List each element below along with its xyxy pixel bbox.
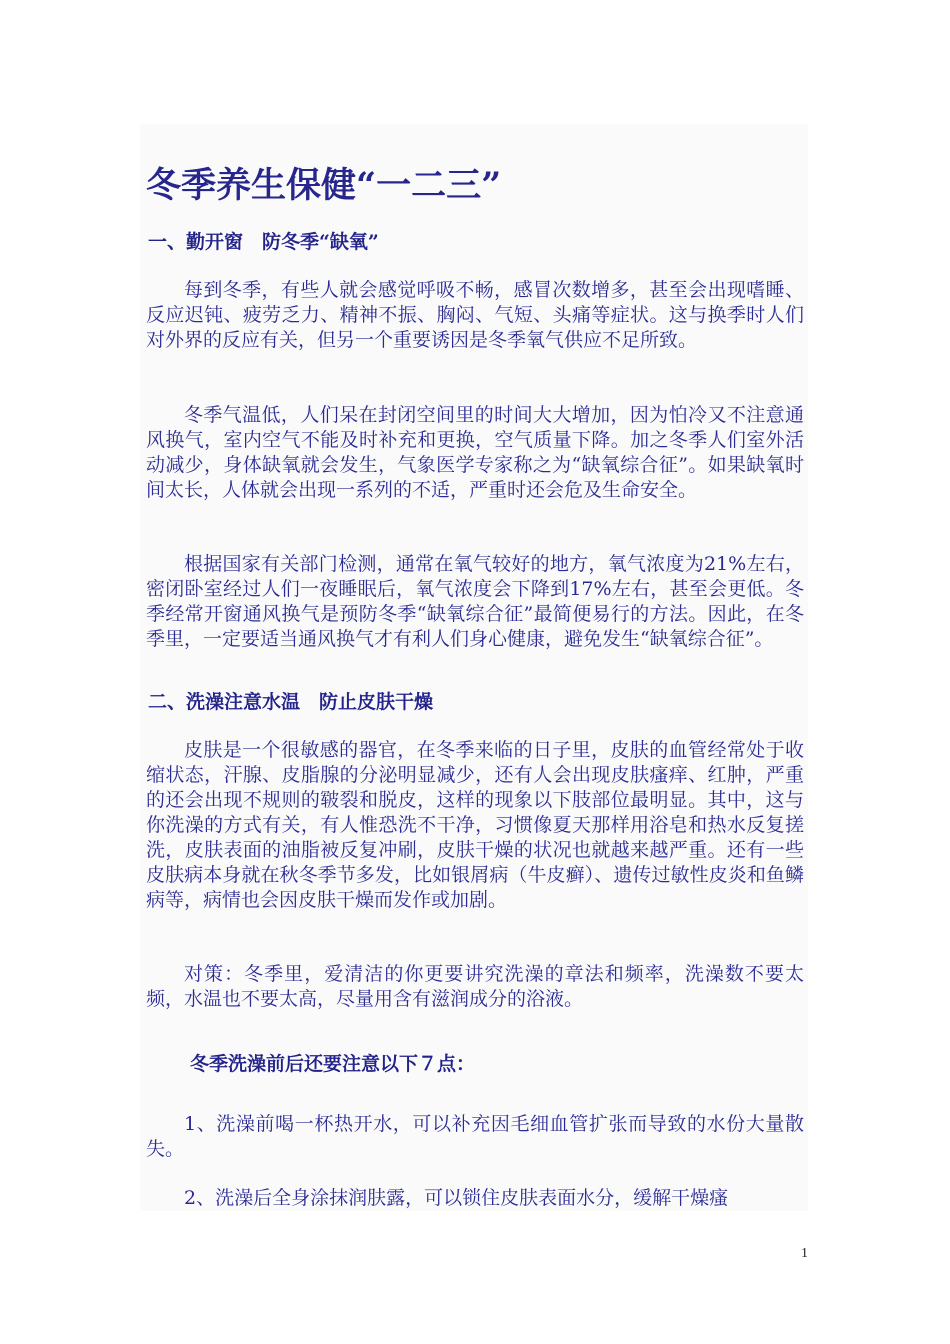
page-number: 1 xyxy=(801,1246,808,1261)
paragraph-2-1: 皮肤是一个很敏感的器官，在冬季来临的日子里，皮肤的血管经常处于收缩状态，汗腺、皮脂腺的分泌明显减少，还有人会出现皮肤瘙痒、红肿，严重的还会出现不规则的皲裂和脱皮，这样的现象以下肢部位最明显。其中，这与你洗澡的方式有关，有人惟恐洗不干净，习惯像夏天那样用浴皂和热水反复搓洗，皮肤表面的油脂被反复冲刷，皮肤干燥的状况也就越来越严重。还有一些皮肤病本身就在秋冬季节多发，比如银屑病（牛皮癣）、遗传过敏性皮炎和鱼鳞病等，病情也会因皮肤干燥而发作或加剧。 xyxy=(146,739,804,911)
paragraph-1-1: 每到冬季，有些人就会感觉呼吸不畅，感冒次数增多，甚至会出现嗜睡、反应迟钝、疲劳乏力、精神不振、胸闷、气短、头痛等症状。这与换季时人们对外界的反应有关，但另一个重要诱因是冬季氧气供应不足所致。 xyxy=(146,279,804,351)
section-heading-1: 一、勤开窗 防冬季“缺氧” xyxy=(148,231,379,253)
sub-heading-bathing-points: 冬季洗澡前后还要注意以下７点： xyxy=(190,1053,476,1075)
list-item-point-2: 2、洗澡后全身涂抹润肤露，可以锁住皮肤表面水分，缓解干燥瘙 xyxy=(184,1187,729,1209)
paragraph-1-3: 根据国家有关部门检测，通常在氧气较好的地方，氧气浓度为21%左右，密闭卧室经过人们一夜睡眠后，氧气浓度会下降到17%左右，甚至会更低。冬季经常开窗通风换气是预防冬季“缺氧综合征”最简便易行的方法。因此，在冬季里，一定要适当通风换气才有利人们身心健康，避免发生“缺氧综合征”。 xyxy=(146,553,804,650)
paragraph-2-2: 对策：冬季里，爱清洁的你更要讲究洗澡的章法和频率，洗澡数不要太频，水温也不要太高，尽量用含有滋润成分的浴液。 xyxy=(146,963,804,1010)
list-item-point-1: 1、洗澡前喝一杯热开水，可以补充因毛细血管扩张而导致的水份大量散失。 xyxy=(146,1113,804,1160)
document-title: 冬季养生保健“一二三” xyxy=(146,165,502,206)
paragraph-1-2: 冬季气温低，人们呆在封闭空间里的时间大大增加，因为怕冷又不注意通风换气，室内空气不能及时补充和更换，空气质量下降。加之冬季人们室外活动减少，身体缺氧就会发生，气象医学专家称之为“缺氧综合征”。如果缺氧时间太长，人体就会出现一系列的不适，严重时还会危及生命安全。 xyxy=(146,404,804,501)
section-heading-2: 二、洗澡注意水温 防止皮肤干燥 xyxy=(148,691,434,713)
document-content-block xyxy=(140,124,808,1211)
